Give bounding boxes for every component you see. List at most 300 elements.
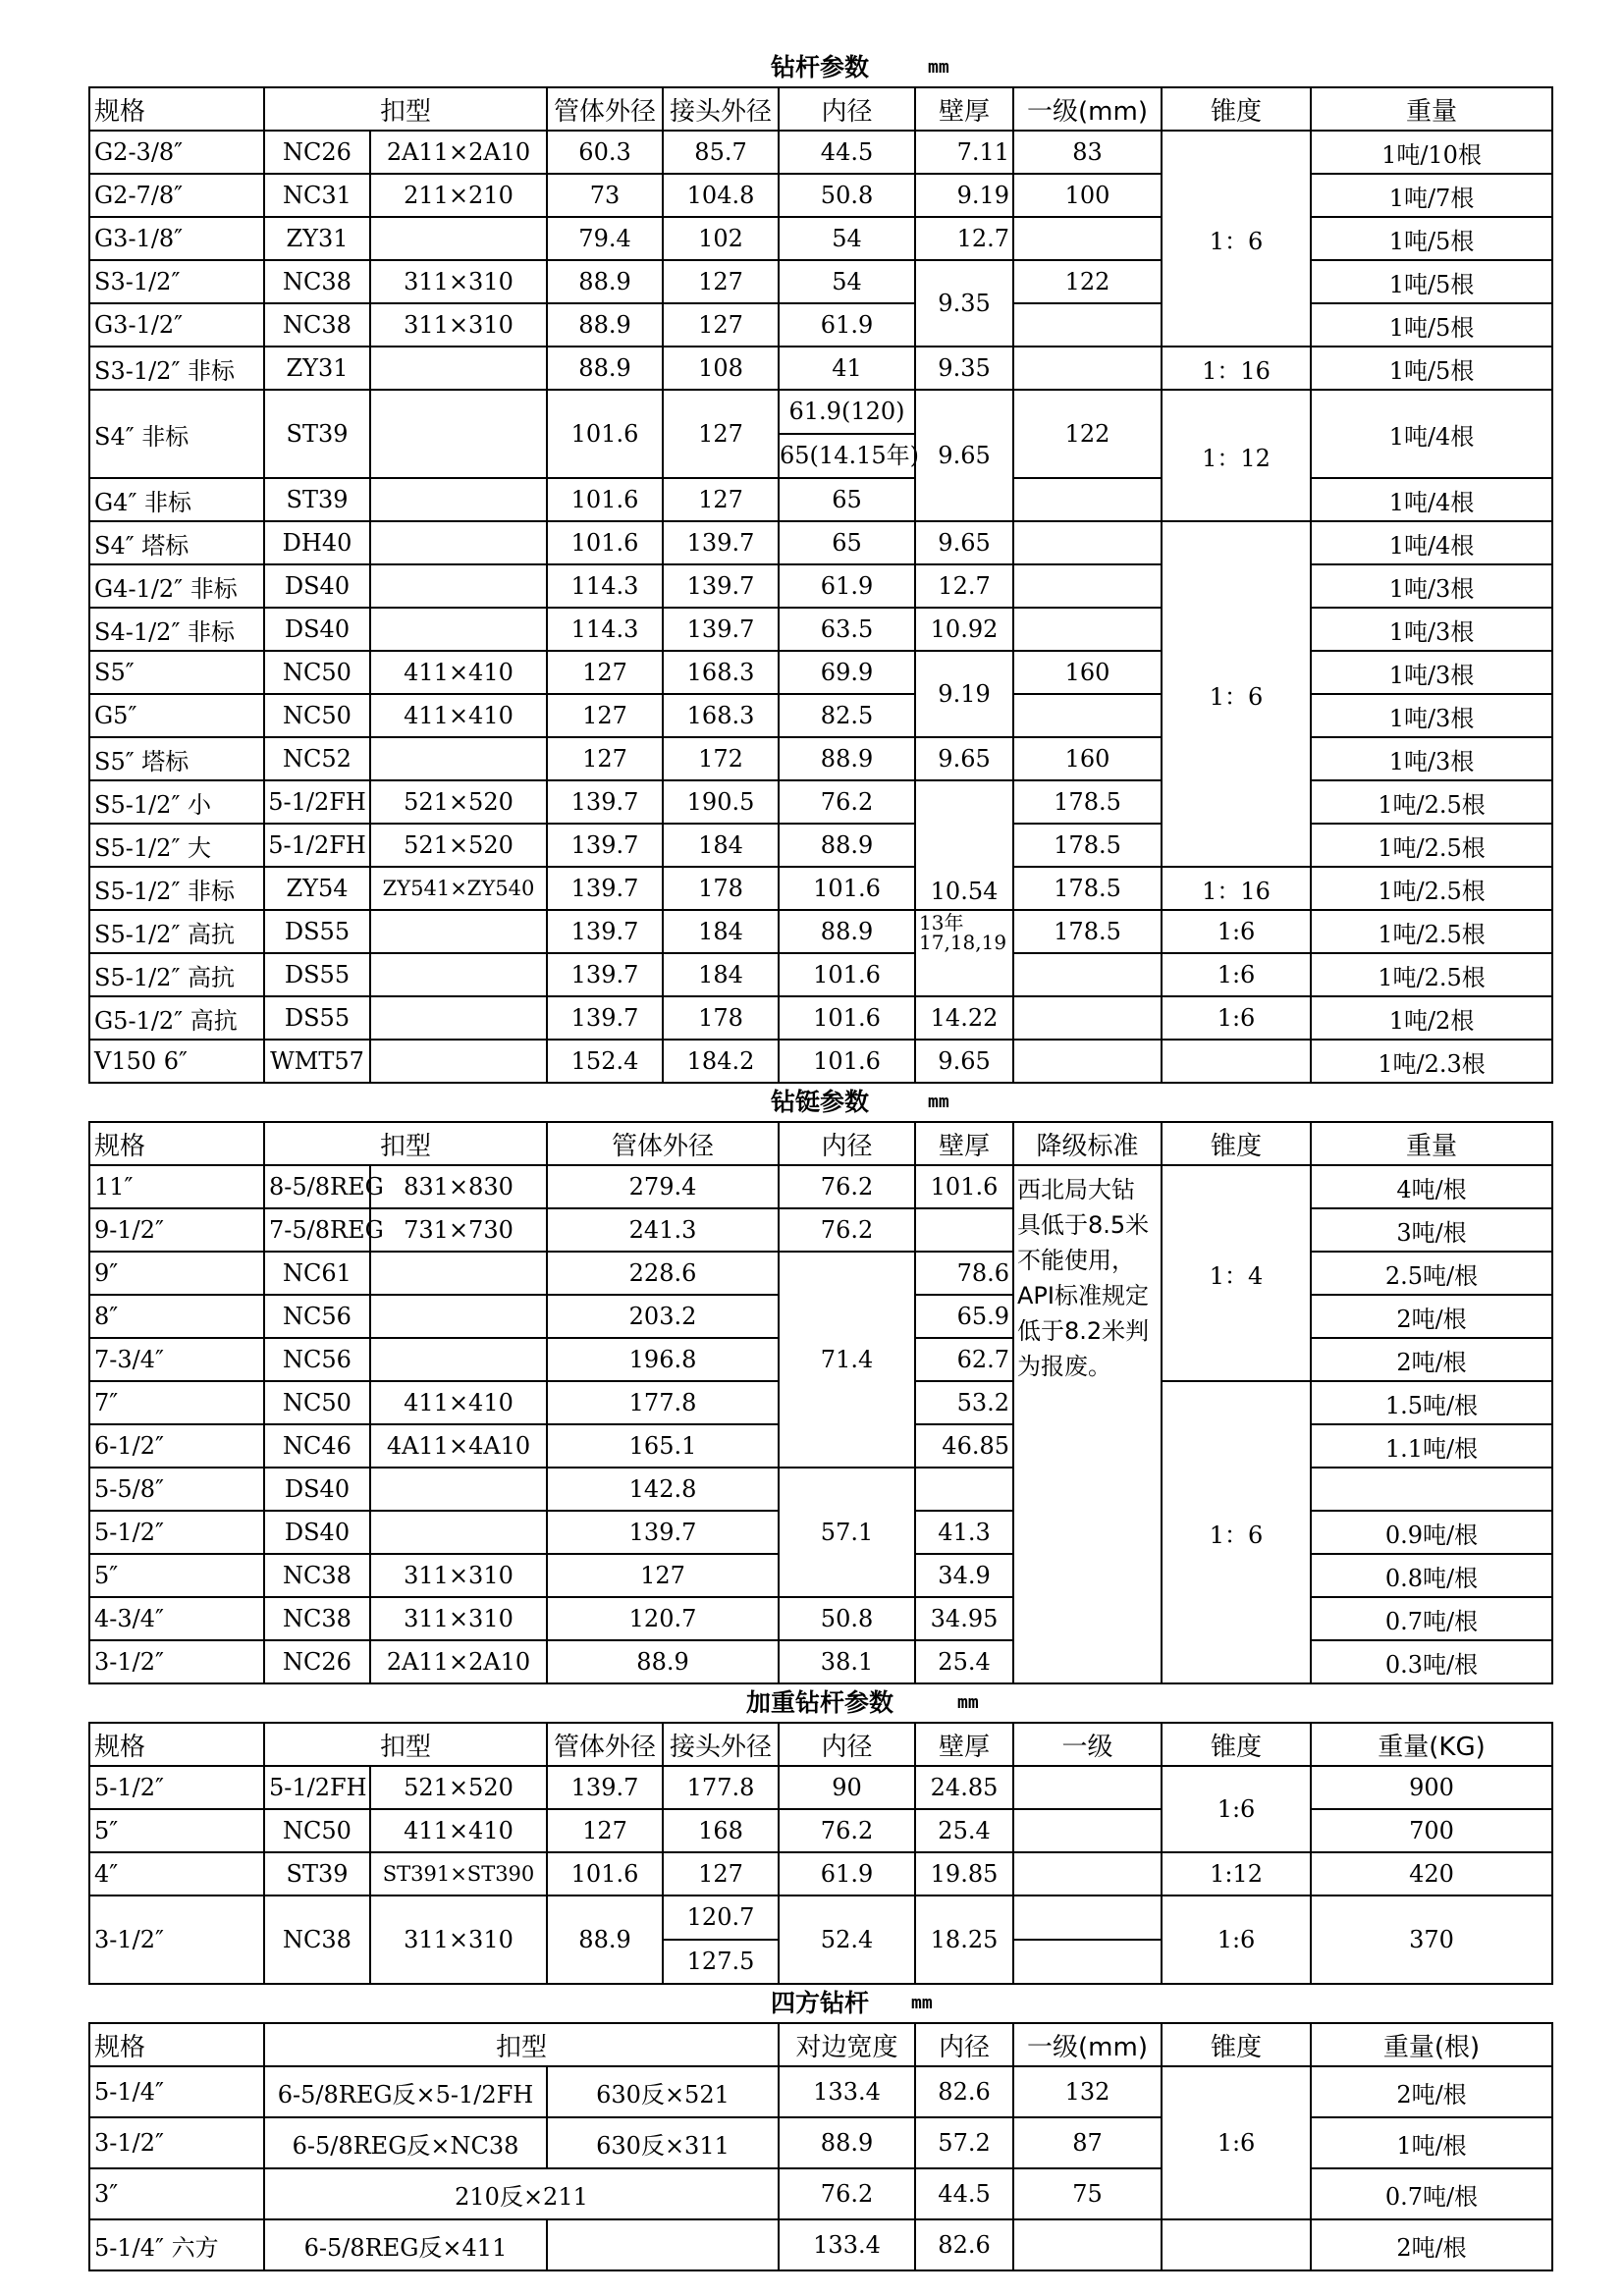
cell: WMT57 <box>264 1040 370 1083</box>
cell <box>1014 1896 1161 1939</box>
cell <box>370 1468 547 1511</box>
cell: 114.3 <box>547 564 663 608</box>
cell: 4″ <box>89 1852 264 1896</box>
cell: 1吨/7根 <box>1311 174 1552 217</box>
header-row <box>89 87 1552 131</box>
cell: S5″ 塔标 <box>89 737 264 780</box>
cell: DS55 <box>264 996 370 1040</box>
table-row <box>89 1040 1552 1083</box>
cell: 132 <box>1013 2066 1162 2117</box>
cell: 46.85 <box>915 1424 1013 1468</box>
cell: S5″ <box>89 651 264 694</box>
cell: 25.4 <box>915 1809 1013 1852</box>
cell: DS40 <box>264 1468 370 1511</box>
cell <box>370 390 547 478</box>
cell: G4″ 非标 <box>89 478 264 521</box>
cell: NC38 <box>264 303 370 347</box>
cell: G3-1/2″ <box>89 303 264 347</box>
table-row <box>89 478 1552 521</box>
cell: NC31 <box>264 174 370 217</box>
cell: 2吨/根 <box>1311 1295 1552 1338</box>
header-cell: 一级(mm) <box>1013 87 1162 131</box>
cell: 139.7 <box>547 1766 663 1809</box>
cell: 1:6 <box>1162 996 1311 1040</box>
cell: 1.5吨/根 <box>1311 1381 1552 1424</box>
cell: S5-1/2″ 高抗 <box>89 910 264 953</box>
cell: 101.6 <box>779 996 915 1040</box>
cell: 311×310 <box>370 303 547 347</box>
cell: NC61 <box>264 1252 370 1295</box>
cell: 142.8 <box>547 1468 779 1511</box>
cell: NC50 <box>264 694 370 737</box>
cell: NC26 <box>264 1640 370 1683</box>
table-row <box>89 910 1552 953</box>
table-title: 四方钻杆 <box>770 1989 869 2017</box>
table-row <box>89 651 1552 694</box>
table-row <box>89 521 1552 564</box>
cell: 178 <box>663 996 779 1040</box>
cell: 13年 17,18,19 <box>915 910 1013 996</box>
header-cell: 壁厚 <box>915 1122 1013 1165</box>
cell: 5-1/2FH <box>264 824 370 867</box>
cell: 127 <box>547 737 663 780</box>
cell: 165.1 <box>547 1424 779 1468</box>
cell <box>1013 1852 1162 1896</box>
header-cell: 内径 <box>779 87 915 131</box>
table-row <box>89 737 1552 780</box>
cell: 521×520 <box>370 824 547 867</box>
cell: 139.7 <box>547 824 663 867</box>
cell: 61.9 <box>779 564 915 608</box>
cell: 211×210 <box>370 174 547 217</box>
table-row <box>89 996 1552 1040</box>
cell: 184.2 <box>663 1040 779 1083</box>
cell: 168.3 <box>663 694 779 737</box>
header-cell: 管体外径 <box>547 1122 779 1165</box>
cell: 831×830 <box>370 1165 547 1208</box>
cell: 700 <box>1311 1809 1552 1852</box>
header-cell: 对边宽度 <box>779 2023 915 2066</box>
cell: 127 <box>663 478 779 521</box>
cell: 127 <box>663 390 779 478</box>
inner-diameter-stack <box>779 390 919 478</box>
cell: 3-1/2″ <box>89 2117 264 2168</box>
cell: 120.7 <box>547 1597 779 1640</box>
table-row <box>89 953 1552 996</box>
cell: 50.8 <box>779 174 915 217</box>
cell: 1吨/3根 <box>1311 651 1552 694</box>
table-row <box>89 2219 1552 2270</box>
cell: 2.5吨/根 <box>1311 1252 1552 1295</box>
cell: 1吨/3根 <box>1311 694 1552 737</box>
cell: 4A11×4A10 <box>370 1424 547 1468</box>
header-cell: 锥度 <box>1162 1122 1311 1165</box>
cell: 9.65 <box>915 521 1013 564</box>
cell: 177.8 <box>663 1766 779 1809</box>
downgrade-note: 西北局大钻具低于8.5米不能使用，API标准规定低于8.2米判为报废。 <box>1013 1165 1162 1683</box>
cell: 1吨/2根 <box>1311 996 1552 1040</box>
cell <box>370 953 547 996</box>
table-row <box>89 2168 1552 2219</box>
cell: 160 <box>1013 651 1162 694</box>
cell <box>1162 1040 1311 1083</box>
cell: 75 <box>1013 2168 1162 2219</box>
cell: 101.6 <box>779 867 915 910</box>
cell: 7-5/8REG <box>264 1208 370 1252</box>
cell: 521×520 <box>370 780 547 824</box>
table-row <box>89 1766 1552 1809</box>
cell: 12.7 <box>915 564 1013 608</box>
cell: 1吨/5根 <box>1311 303 1552 347</box>
header-cell: 管体外径 <box>547 1723 663 1766</box>
cell <box>1013 996 1162 1040</box>
cell <box>1014 1939 1161 1983</box>
cell: 2吨/根 <box>1311 2219 1552 2270</box>
cell: 9-1/2″ <box>89 1208 264 1252</box>
cell: 76.2 <box>779 1165 915 1208</box>
cell: 101.6 <box>779 953 915 996</box>
cell: 57.1 <box>779 1468 915 1597</box>
table-row <box>89 694 1552 737</box>
cell: 34.9 <box>915 1554 1013 1597</box>
cell: 184 <box>663 824 779 867</box>
header-cell: 扣型 <box>264 1723 547 1766</box>
cell: 2A11×2A10 <box>370 131 547 174</box>
cell <box>1013 1809 1162 1852</box>
kelly-table <box>88 2022 1553 2271</box>
cell: 1吨/3根 <box>1311 608 1552 651</box>
cell: ST39 <box>264 1852 370 1896</box>
cell: 83 <box>1013 131 1162 174</box>
drill-collar-title <box>88 1084 1551 1121</box>
header-cell: 重量(根) <box>1311 2023 1552 2066</box>
cell: G2-7/8″ <box>89 174 264 217</box>
header-row <box>89 1122 1552 1165</box>
header-cell: 重量 <box>1311 1122 1552 1165</box>
cell: 139.7 <box>547 996 663 1040</box>
cell: 65(14.15年) <box>780 433 914 477</box>
cell: 178.5 <box>1013 824 1162 867</box>
header-cell: 内径 <box>779 1122 915 1165</box>
cell: 5″ <box>89 1809 264 1852</box>
cell: 0.9吨/根 <box>1311 1511 1552 1554</box>
cell: 65.9 <box>915 1295 1013 1338</box>
cell: 139.7 <box>547 910 663 953</box>
cell: S5-1/2″ 小 <box>89 780 264 824</box>
header-cell: 壁厚 <box>915 1723 1013 1766</box>
cell: 54 <box>779 260 915 303</box>
cell: 10.54 <box>915 780 1013 910</box>
cell: G3-1/8″ <box>89 217 264 260</box>
cell <box>370 478 547 521</box>
cell <box>1013 564 1162 608</box>
cell: G5-1/2″ 高抗 <box>89 996 264 1040</box>
cell: 76.2 <box>779 1809 915 1852</box>
cell: G2-3/8″ <box>89 131 264 174</box>
cell: 114.3 <box>547 608 663 651</box>
cell: 0.7吨/根 <box>1311 1597 1552 1640</box>
cell: 88.9 <box>547 303 663 347</box>
cell: 370 <box>1311 1896 1552 1984</box>
cell: 38.1 <box>779 1640 915 1683</box>
cell <box>370 347 547 390</box>
cell: 311×310 <box>370 1554 547 1597</box>
cell: 61.9(120) <box>788 398 905 425</box>
cell: 1吨/2.3根 <box>1311 1040 1552 1083</box>
cell <box>1013 608 1162 651</box>
cell: 9.19 <box>915 651 1013 737</box>
cell: 1吨/2.5根 <box>1311 910 1552 953</box>
table-row <box>89 867 1552 910</box>
cell: 90 <box>779 1766 915 1809</box>
header-cell: 内径 <box>779 1723 915 1766</box>
drill-pipe-title <box>88 47 1551 86</box>
cell: 5-1/4″ 六方 <box>89 2219 264 2270</box>
cell: DH40 <box>264 521 370 564</box>
cell: 160 <box>1013 737 1162 780</box>
cell: 411×410 <box>370 651 547 694</box>
table-row <box>89 260 1552 303</box>
unit-label: mm <box>928 1092 949 1112</box>
cell: 521×520 <box>370 1766 547 1809</box>
cell: 9″ <box>89 1252 264 1295</box>
table-row <box>89 608 1552 651</box>
cell: 1吨/4根 <box>1311 521 1552 564</box>
cell: 1：6 <box>1162 131 1311 347</box>
cell: 82.5 <box>779 694 915 737</box>
cell: 241.3 <box>547 1208 779 1252</box>
table-row <box>89 780 1552 824</box>
cell <box>370 217 547 260</box>
table-row <box>89 1165 1552 1208</box>
cell: ZY54 <box>264 867 370 910</box>
cell: 9.65 <box>915 1040 1013 1083</box>
header-cell: 规格 <box>89 87 264 131</box>
cell: 6-5/8REG反×5-1/2FH <box>264 2066 547 2117</box>
cell <box>547 2219 779 2270</box>
cell: 1.1吨/根 <box>1311 1424 1552 1468</box>
cell: 178.5 <box>1013 910 1162 953</box>
cell: 1吨/根 <box>1311 2117 1552 2168</box>
cell: S4″ 塔标 <box>89 521 264 564</box>
header-cell: 扣型 <box>264 2023 779 2066</box>
cell: 184 <box>663 953 779 996</box>
table-row <box>89 174 1552 217</box>
header-cell: 锥度 <box>1162 87 1311 131</box>
cell: 0.3吨/根 <box>1311 1640 1552 1683</box>
cell: 57.2 <box>915 2117 1013 2168</box>
cell: NC38 <box>264 1896 370 1984</box>
cell: 69.9 <box>779 651 915 694</box>
cell: 25.4 <box>915 1640 1013 1683</box>
cell: 18.25 <box>915 1896 1013 1984</box>
cell: 1吨/3根 <box>1311 737 1552 780</box>
cell: 88.9 <box>547 347 663 390</box>
cell: 210反×211 <box>264 2168 779 2219</box>
cell <box>1013 694 1162 737</box>
header-cell: 内径 <box>915 2023 1013 2066</box>
cell: ST391×ST390 <box>370 1852 547 1896</box>
cell: 4-3/4″ <box>89 1597 264 1640</box>
cell: 76.2 <box>779 2168 915 2219</box>
cell: 311×310 <box>370 1597 547 1640</box>
cell: 196.8 <box>547 1338 779 1381</box>
cell <box>370 1295 547 1338</box>
cell: 420 <box>1311 1852 1552 1896</box>
kelly-title <box>88 1985 1551 2022</box>
header-cell: 一级 <box>1013 1723 1162 1766</box>
heavy-weight-pipe-title <box>88 1684 1551 1722</box>
cell: 127 <box>663 1852 779 1896</box>
cell: DS40 <box>264 564 370 608</box>
cell: 9.19 <box>915 174 1013 217</box>
table-row <box>89 217 1552 260</box>
cell <box>1311 1468 1552 1511</box>
header-row <box>89 1723 1552 1766</box>
cell: 411×410 <box>370 1809 547 1852</box>
cell: 44.5 <box>779 131 915 174</box>
cell: NC56 <box>264 1295 370 1338</box>
sheet <box>88 47 1551 2271</box>
cell: DS40 <box>264 1511 370 1554</box>
table-title: 钻铤参数 <box>770 1088 869 1116</box>
cell: 127 <box>663 303 779 347</box>
cell: 50.8 <box>779 1597 915 1640</box>
table-row <box>89 2117 1552 2168</box>
cell: 1吨/10根 <box>1311 131 1552 174</box>
cell: 0.8吨/根 <box>1311 1554 1552 1597</box>
cell: 139.7 <box>663 564 779 608</box>
cell: DS40 <box>264 608 370 651</box>
cell <box>1013 303 1162 347</box>
cell: 0.7吨/根 <box>1311 2168 1552 2219</box>
cell: NC56 <box>264 1338 370 1381</box>
cell: S4-1/2″ 非标 <box>89 608 264 651</box>
cell: 630反×311 <box>547 2117 779 2168</box>
cell: 1:6 <box>1162 1766 1311 1852</box>
cell: 82.6 <box>915 2219 1013 2270</box>
drill-collar-table <box>88 1121 1553 1684</box>
cell: 168 <box>663 1809 779 1852</box>
cell: 71.4 <box>779 1252 915 1468</box>
cell: 139.7 <box>663 608 779 651</box>
cell <box>1162 2219 1311 2270</box>
table-row <box>89 564 1552 608</box>
cell: 5-1/2FH <box>264 1766 370 1809</box>
cell: 101.6 <box>547 521 663 564</box>
cell: 152.4 <box>547 1040 663 1083</box>
cell: 62.7 <box>915 1338 1013 1381</box>
cell: 61.9 <box>779 303 915 347</box>
cell: 9.35 <box>915 260 1013 347</box>
cell: 101.6 <box>779 1040 915 1083</box>
cell: 88.9 <box>547 1896 663 1984</box>
cell: 1吨/2.5根 <box>1311 867 1552 910</box>
table-row <box>89 1640 1552 1683</box>
cell: 101.6 <box>915 1165 1013 1208</box>
cell: DS55 <box>264 910 370 953</box>
cell <box>1013 478 1162 521</box>
cell: 1:6 <box>1162 910 1311 953</box>
cell: 411×410 <box>370 694 547 737</box>
cell <box>370 910 547 953</box>
cell: 127 <box>547 694 663 737</box>
cell: 7.11 <box>915 131 1013 174</box>
cell: ZY31 <box>264 347 370 390</box>
cell: 10.92 <box>915 608 1013 651</box>
cell: 11″ <box>89 1165 264 1208</box>
cell: 54 <box>779 217 915 260</box>
cell: S5-1/2″ 大 <box>89 824 264 867</box>
table-row <box>89 2066 1552 2117</box>
cell: 1：16 <box>1162 347 1311 390</box>
cell <box>370 1511 547 1554</box>
cell <box>370 1040 547 1083</box>
header-cell: 一级(mm) <box>1013 2023 1162 2066</box>
cell: 19.85 <box>915 1852 1013 1896</box>
cell: 1吨/5根 <box>1311 260 1552 303</box>
cell <box>370 521 547 564</box>
cell: 88.9 <box>779 737 915 780</box>
cell: 1：4 <box>1162 1165 1311 1381</box>
cell: 52.4 <box>779 1896 915 1984</box>
table-row <box>89 1852 1552 1896</box>
cell: 8-5/8REG <box>264 1165 370 1208</box>
header-cell: 扣型 <box>264 1122 547 1165</box>
cell: NC50 <box>264 1809 370 1852</box>
cell: 9.65 <box>915 737 1013 780</box>
cell: 85.7 <box>663 131 779 174</box>
grade-stack <box>1013 390 1162 478</box>
header-cell: 管体外径 <box>547 87 663 131</box>
cell: 127 <box>547 1809 663 1852</box>
cell: G5″ <box>89 694 264 737</box>
cell: 731×730 <box>370 1208 547 1252</box>
cell: 311×310 <box>370 260 547 303</box>
cell: 228.6 <box>547 1252 779 1295</box>
cell: NC26 <box>264 131 370 174</box>
cell: 127 <box>547 1554 779 1597</box>
cell: 78.6 <box>915 1252 1013 1295</box>
cell <box>370 1338 547 1381</box>
cell: 1：12 <box>1162 390 1311 521</box>
cell: 5-1/4″ <box>89 2066 264 2117</box>
table-row <box>89 390 1552 478</box>
cell: 1：6 <box>1162 521 1311 867</box>
cell: S3-1/2″ 非标 <box>89 347 264 390</box>
cell: 178 <box>663 867 779 910</box>
cell: 5-1/2″ <box>89 1511 264 1554</box>
header-cell: 规格 <box>89 1122 264 1165</box>
cell: ZY31 <box>264 217 370 260</box>
cell: 172 <box>663 737 779 780</box>
cell: 76.2 <box>779 1208 915 1252</box>
cell: 88.9 <box>779 910 915 953</box>
table-title: 加重钻杆参数 <box>745 1688 893 1717</box>
cell: NC46 <box>264 1424 370 1468</box>
header-row <box>89 2023 1552 2066</box>
cell: 133.4 <box>779 2219 915 2270</box>
cell: 101.6 <box>547 478 663 521</box>
cell <box>370 1252 547 1295</box>
cell: 100 <box>1013 174 1162 217</box>
cell: S3-1/2″ <box>89 260 264 303</box>
unit-label: mm <box>957 1692 979 1713</box>
cell: 5-1/2″ <box>89 1766 264 1809</box>
cell: 178.5 <box>1013 780 1162 824</box>
header-cell: 重量 <box>1311 87 1552 131</box>
cell <box>1013 1766 1162 1809</box>
